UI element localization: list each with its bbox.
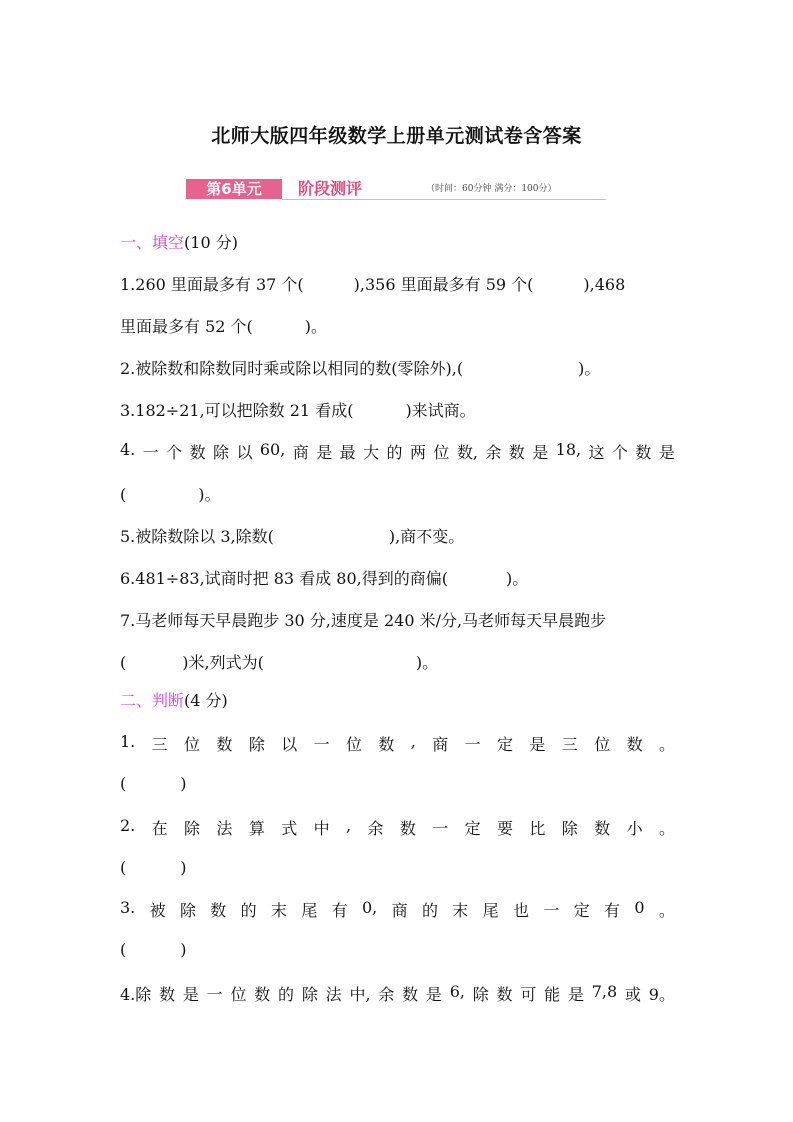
j3-char: 被 (149, 901, 166, 920)
j1-char: 1. (120, 732, 136, 751)
j1-char: 一 (313, 735, 330, 754)
q4-char: 数 (189, 443, 206, 462)
section-label: 二、判断 (120, 691, 185, 710)
q4-char: 的 (386, 443, 403, 462)
j1-char: 一 (464, 735, 481, 754)
j2-char: 一 (432, 819, 449, 838)
question-5 (120, 524, 675, 547)
j2-paren-open: ( (120, 858, 127, 877)
j2-char: 在 (151, 819, 168, 838)
j4-char: 是 (182, 985, 199, 1004)
q1-text-e: )。 (304, 317, 328, 336)
j4-char: 除 (301, 985, 318, 1004)
j1-char: 三 (561, 735, 578, 754)
j4-char: 7,8 (591, 982, 618, 1001)
q4-char: 是 (316, 443, 333, 462)
question-4-line-1 (120, 440, 675, 463)
unit-time-info: （时间：60分钟 满分：100分） (426, 184, 557, 194)
judge-2-line-1 (120, 816, 675, 839)
q4-char: 这 (588, 443, 605, 462)
j3-char: 一 (543, 901, 560, 920)
j2-char: 除 (184, 819, 201, 838)
question-7-line-2 (120, 650, 675, 673)
j4-char: 数 (254, 985, 271, 1004)
question-2 (120, 356, 675, 379)
q3-text-b: )来试商。 (405, 401, 476, 420)
q4-char: 4. (120, 440, 136, 459)
question-4-line-2 (120, 482, 675, 505)
q4-char: 60, (259, 440, 286, 459)
j1-char: 三 (151, 735, 168, 754)
q4-paren-close: )。 (198, 485, 221, 504)
j4-char: 法 (325, 985, 342, 1004)
j1-char: 商 (432, 735, 449, 754)
j4-char: 位 (230, 985, 247, 1004)
j1-char: 定 (497, 735, 514, 754)
q4-char: 是 (658, 443, 675, 462)
judge-3-line-1 (120, 898, 675, 921)
q1-text-b: ),356 里面最多有 59 个( (353, 275, 534, 294)
j4-char: 一 (206, 985, 223, 1004)
judge-1-line-2 (120, 774, 675, 793)
j2-char: 小 (626, 819, 643, 838)
section-label: 一、填空 (120, 233, 185, 252)
j3-char: 定 (573, 901, 590, 920)
q4-char: 个 (166, 443, 183, 462)
q4-paren-open: ( (120, 485, 127, 504)
j3-char: 有 (331, 901, 348, 920)
q5-text-b: ),商不变。 (388, 527, 465, 546)
q4-char: 是 (532, 443, 549, 462)
j2-char: 法 (216, 819, 233, 838)
j4-char: 数 (402, 985, 419, 1004)
q4-char: 余 (485, 443, 502, 462)
j3-char: 有 (604, 901, 621, 920)
j4-char: 余 (378, 985, 395, 1004)
section-score: (4 分) (184, 691, 228, 710)
j1-paren-close: ) (180, 774, 187, 793)
j1-char: 。 (658, 735, 675, 754)
q2-text-a: 2.被除数和除数同时乘或除以相同的数(零除外),( (120, 359, 464, 378)
question-7-line-1 (120, 608, 675, 631)
q4-char: 数 (635, 443, 652, 462)
j3-char: 末 (452, 901, 469, 920)
q1-text-c: ),468 (583, 275, 626, 294)
q3-text-a: 3.182÷21,可以把除数 21 看成( (120, 401, 354, 420)
j1-paren-open: ( (120, 774, 127, 793)
j3-char: 尾 (482, 901, 499, 920)
q4-char: 大 (363, 443, 380, 462)
q1-text-d: 里面最多有 52 个( (120, 317, 253, 336)
unit-name: 阶段测评 (298, 179, 363, 198)
q7-text-d: )。 (415, 653, 439, 672)
j1-char: 除 (248, 735, 265, 754)
j4-char: 6, (449, 982, 465, 1001)
j3-paren-open: ( (120, 940, 127, 959)
section-score: (10 分) (184, 233, 238, 252)
j3-char: 的 (421, 901, 438, 920)
q4-char: 两 (409, 443, 426, 462)
j2-char: 2. (120, 816, 136, 835)
j3-char: 。 (658, 901, 675, 920)
j4-char: 数 (159, 985, 176, 1004)
q4-char: 一 (142, 443, 159, 462)
j4-char: 9。 (648, 985, 675, 1004)
unit-banner (186, 178, 606, 200)
j4-char: 是 (425, 985, 442, 1004)
j2-char: 中 (313, 819, 330, 838)
judge-4-line-1 (120, 982, 675, 1005)
document-title: 北师大版四年级数学上册单元测试卷含答案 (211, 125, 582, 147)
question-3 (120, 398, 675, 421)
question-1-line-2 (120, 314, 675, 337)
q2-text-b: )。 (578, 359, 601, 378)
j3-char: 也 (512, 901, 529, 920)
q4-char: 位 (433, 443, 450, 462)
j2-char: 除 (561, 819, 578, 838)
j2-char: 要 (497, 819, 514, 838)
j3-char: 商 (391, 901, 408, 920)
j1-char: 位 (594, 735, 611, 754)
q4-char: 数, (456, 443, 478, 462)
j2-char: 数 (594, 819, 611, 838)
j1-char: 是 (529, 735, 546, 754)
question-6 (120, 566, 675, 589)
j2-char: 余 (367, 819, 384, 838)
q5-text-a: 5.被除数除以 3,除数( (120, 527, 274, 546)
j3-char: 3. (120, 898, 136, 917)
judge-2-line-2 (120, 858, 675, 877)
j2-char: , (345, 816, 352, 835)
j4-char: 是 (567, 985, 584, 1004)
q7-text-a: 7.马老师每天早晨跑步 30 分,速度是 240 米/分,马老师每天早晨跑步 (120, 611, 607, 630)
j1-char: 数 (626, 735, 643, 754)
j1-char: 数 (378, 735, 395, 754)
q7-paren-open: ( (120, 653, 127, 672)
section-judge-heading (120, 688, 228, 711)
j4-char: 中, (349, 985, 371, 1004)
q7-text-c: )米,列式为( (182, 653, 264, 672)
q4-char: 个 (611, 443, 628, 462)
unit-tag: 第6单元 (186, 179, 282, 199)
q4-char: 18, (555, 440, 582, 459)
j2-paren-close: ) (180, 858, 187, 877)
section-fill-in-heading (120, 230, 238, 253)
j3-char: 末 (270, 901, 287, 920)
q4-char: 以 (236, 443, 253, 462)
j1-char: 位 (184, 735, 201, 754)
j2-char: 定 (464, 819, 481, 838)
j3-char: 0, (362, 898, 378, 917)
q4-char: 除 (213, 443, 230, 462)
j4-char: 能 (544, 985, 561, 1004)
j3-char: 0 (634, 898, 645, 917)
q6-text-b: )。 (505, 569, 529, 588)
j4-char: 可 (520, 985, 537, 1004)
j4-char: 或 (624, 985, 641, 1004)
j1-char: 数 (216, 735, 233, 754)
j3-char: 除 (179, 901, 196, 920)
j3-char: 数 (210, 901, 227, 920)
j4-char: 4.除 (120, 985, 152, 1004)
j2-char: 比 (529, 819, 546, 838)
question-1-line-1 (120, 272, 675, 295)
j1-char: 位 (345, 735, 362, 754)
j2-char: 式 (281, 819, 298, 838)
q6-text-a: 6.481÷83,试商时把 83 看成 80,得到的商偏( (120, 569, 448, 588)
j1-char: 以 (281, 735, 298, 754)
j3-char: 尾 (301, 901, 318, 920)
q4-char: 商 (292, 443, 309, 462)
judge-1-line-1 (120, 732, 675, 755)
j2-char: 。 (658, 819, 675, 838)
j2-char: 数 (399, 819, 416, 838)
j4-char: 的 (278, 985, 295, 1004)
judge-3-line-2 (120, 940, 675, 959)
q4-char: 数 (508, 443, 525, 462)
q4-char: 最 (339, 443, 356, 462)
j4-char: 除 (472, 985, 489, 1004)
j1-char: , (410, 732, 416, 751)
j3-char: 的 (240, 901, 257, 920)
unit-underline (282, 199, 606, 200)
j3-paren-close: ) (180, 940, 187, 959)
j2-char: 算 (248, 819, 265, 838)
q1-text-a: 1.260 里面最多有 37 个( (120, 275, 304, 294)
j4-char: 数 (496, 985, 513, 1004)
